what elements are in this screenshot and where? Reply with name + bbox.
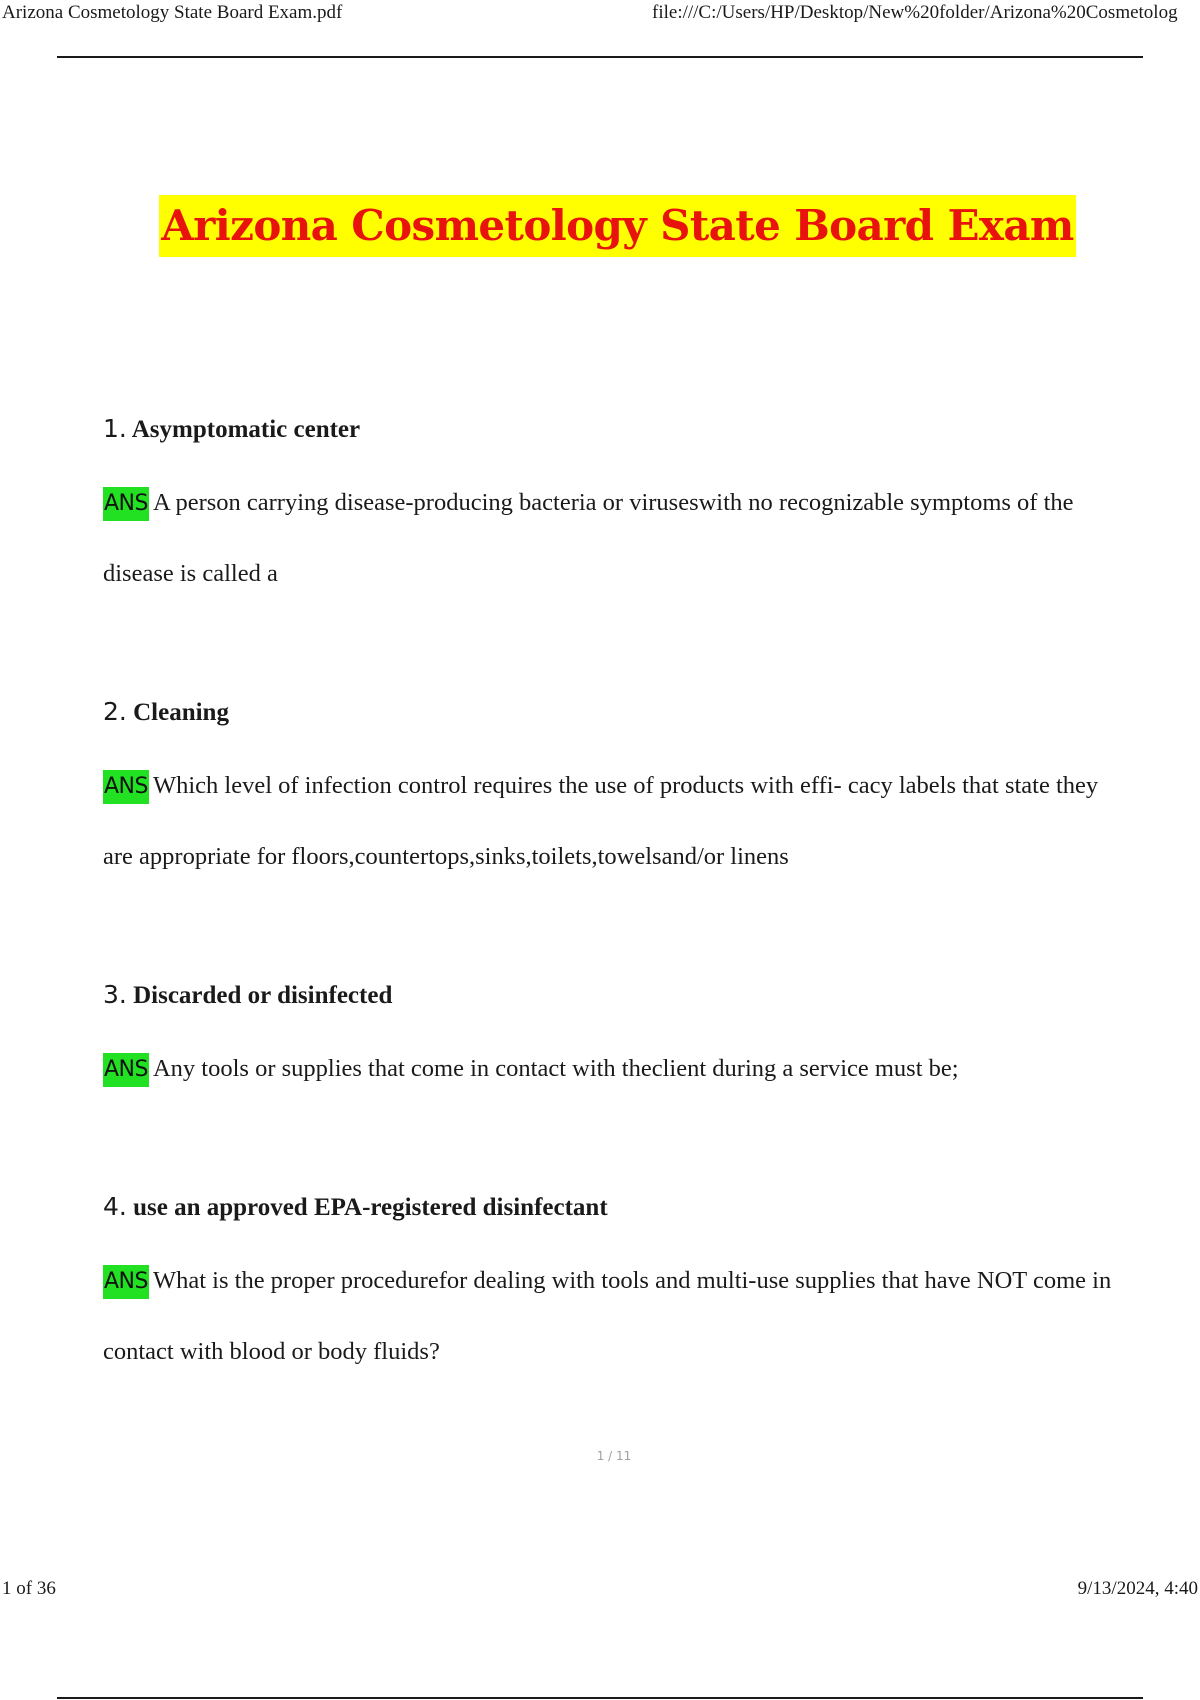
question-text: Discarded or disinfected xyxy=(133,982,393,1009)
page-counter: 1 / 11 xyxy=(596,1449,632,1463)
question-number: 3. xyxy=(103,980,127,1009)
question-text: Cleaning xyxy=(133,699,229,726)
document-title: Arizona Cosmetology State Board Exam xyxy=(159,195,1076,257)
answer-label: ANS xyxy=(103,1053,149,1087)
answer-label: ANS xyxy=(103,487,149,521)
question-number: 4. xyxy=(103,1192,127,1221)
answer-label: ANS xyxy=(103,770,149,804)
answer-text: What is the proper procedurefor dealing with tools and multi-use supplies that have NOT come in contact with blood or body fluids? xyxy=(103,1267,1112,1365)
question-number: 1. xyxy=(103,414,127,443)
print-footer-page-of: 1 of 36 xyxy=(2,1578,56,1599)
header-divider xyxy=(57,56,1143,58)
answer-label: ANS xyxy=(103,1265,149,1299)
title-container xyxy=(0,195,1200,257)
answer-1 xyxy=(103,467,1133,609)
question-2 xyxy=(103,697,229,727)
answer-3 xyxy=(103,1033,1133,1104)
answer-text: Which level of infection control requires the use of products with effi- cacy labels that state they are appropriate for floors,countertops,sinks,toilets,towelsand/or linens xyxy=(103,772,1099,870)
answer-2 xyxy=(103,750,1133,892)
answer-text: A person carrying disease-producing bacteria or viruseswith no recognizable symptoms of the disease is called a xyxy=(103,489,1074,587)
question-3 xyxy=(103,980,392,1010)
question-text: Asymptomatic center xyxy=(131,416,361,443)
question-number: 2. xyxy=(103,697,127,726)
answer-4 xyxy=(103,1245,1133,1387)
question-1 xyxy=(103,414,360,444)
footer-divider xyxy=(57,1697,1143,1699)
question-4 xyxy=(103,1192,608,1222)
answer-text: Any tools or supplies that come in contact with theclient during a service must be; xyxy=(152,1055,959,1082)
question-text: use an approved EPA-registered disinfectant xyxy=(133,1194,608,1221)
print-footer-datetime: 9/13/2024, 4:40 xyxy=(1077,1578,1198,1599)
print-header-file-path: file:///C:/Users/HP/Desktop/New%20folder/Arizona%20Cosmetolog xyxy=(652,2,1178,23)
print-header-doc-name: Arizona Cosmetology State Board Exam.pdf xyxy=(2,2,343,23)
